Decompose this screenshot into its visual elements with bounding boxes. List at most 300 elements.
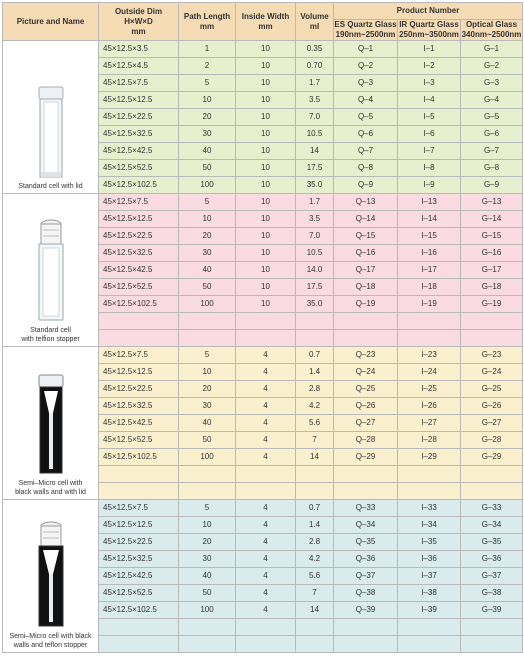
header-path-length [179, 3, 236, 41]
path-length-cell: 2 [179, 58, 236, 75]
volume-cell: 7 [296, 585, 334, 602]
table-body [3, 41, 523, 653]
standard-cell-with-lid-icon [29, 84, 73, 180]
outside-dim-cell: 45×12.5×32.5 [99, 398, 179, 415]
volume-cell: 10.5 [296, 126, 334, 143]
es-quartz-cell: Q–37 [334, 568, 398, 585]
volume-cell: 5.6 [296, 415, 334, 432]
optical-glass-cell: G–33 [461, 500, 523, 517]
optical-glass-cell [461, 466, 523, 483]
volume-cell: 1.4 [296, 364, 334, 381]
ir-quartz-cell: I–13 [398, 194, 461, 211]
outside-dim-cell: 45×12.5×42.5 [99, 415, 179, 432]
es-quartz-cell [334, 330, 398, 347]
volume-cell: 14 [296, 602, 334, 619]
optical-glass-cell: G–4 [461, 92, 523, 109]
volume-cell: 14 [296, 143, 334, 160]
outside-dim-cell: 45×12.5×12.5 [99, 364, 179, 381]
path-length-cell: 10 [179, 517, 236, 534]
optical-glass-cell: G–28 [461, 432, 523, 449]
volume-cell [296, 619, 334, 636]
outside-dim-cell: 45×12.5×3.5 [99, 41, 179, 58]
ir-quartz-cell: I–29 [398, 449, 461, 466]
optical-glass-cell: G–5 [461, 109, 523, 126]
product-picture-cell [3, 347, 99, 500]
volume-cell: 2.8 [296, 381, 334, 398]
optical-glass-cell: G–9 [461, 177, 523, 194]
ir-quartz-cell: I–23 [398, 347, 461, 364]
ir-quartz-cell: I–7 [398, 143, 461, 160]
path-length-cell: 20 [179, 109, 236, 126]
header-es-quartz [334, 20, 398, 41]
inside-width-cell: 4 [236, 347, 296, 364]
volume-cell: 5.6 [296, 568, 334, 585]
optical-glass-cell: G–24 [461, 364, 523, 381]
inside-width-cell [236, 483, 296, 500]
path-length-cell: 30 [179, 398, 236, 415]
volume-cell: 0.7 [296, 347, 334, 364]
inside-width-cell: 4 [236, 551, 296, 568]
ir-quartz-cell: I–15 [398, 228, 461, 245]
path-length-cell: 100 [179, 449, 236, 466]
es-quartz-cell: Q–17 [334, 262, 398, 279]
volume-cell: 14 [296, 449, 334, 466]
es-quartz-cell: Q–3 [334, 75, 398, 92]
volume-cell: 7.0 [296, 109, 334, 126]
optical-glass-cell: G–38 [461, 585, 523, 602]
ir-quartz-cell: I–33 [398, 500, 461, 517]
volume-cell: 35.0 [296, 296, 334, 313]
ir-quartz-cell: I–5 [398, 109, 461, 126]
product-name-line: with telfion stopper [21, 336, 80, 343]
path-length-cell: 30 [179, 551, 236, 568]
optical-glass-cell [461, 330, 523, 347]
inside-width-cell: 4 [236, 585, 296, 602]
es-quartz-cell: Q–1 [334, 41, 398, 58]
optical-glass-cell: G–37 [461, 568, 523, 585]
outside-dim-cell: 45×12.5×52.5 [99, 279, 179, 296]
product-picture-cell [3, 194, 99, 347]
optical-glass-cell: G–6 [461, 126, 523, 143]
outside-dim-cell: 45×12.5×22.5 [99, 109, 179, 126]
volume-cell [296, 483, 334, 500]
volume-cell: 3.5 [296, 211, 334, 228]
volume-cell [296, 636, 334, 653]
optical-glass-cell: G–27 [461, 415, 523, 432]
outside-dim-cell: 45×12.5×12.5 [99, 92, 179, 109]
es-quartz-cell: Q–36 [334, 551, 398, 568]
volume-cell: 0.35 [296, 41, 334, 58]
volume-cell: 10.5 [296, 245, 334, 262]
path-length-cell: 20 [179, 228, 236, 245]
product-name [3, 479, 98, 499]
path-length-cell [179, 636, 236, 653]
optical-glass-cell: G–14 [461, 211, 523, 228]
path-length-cell: 30 [179, 126, 236, 143]
optical-glass-cell: G–26 [461, 398, 523, 415]
inside-width-cell: 4 [236, 568, 296, 585]
volume-cell [296, 313, 334, 330]
outside-dim-cell: 45×12.5×32.5 [99, 551, 179, 568]
header-picture-name: Picture and Name [3, 3, 99, 41]
header-volume-line1: Volume [300, 11, 329, 21]
path-length-cell: 40 [179, 415, 236, 432]
optical-glass-cell [461, 619, 523, 636]
product-name [3, 632, 98, 652]
ir-quartz-cell: I–3 [398, 75, 461, 92]
es-quartz-cell: Q–16 [334, 245, 398, 262]
volume-cell: 2.8 [296, 534, 334, 551]
inside-width-cell: 10 [236, 41, 296, 58]
inside-width-cell: 4 [236, 517, 296, 534]
optical-glass-cell: G–19 [461, 296, 523, 313]
es-quartz-cell: Q–34 [334, 517, 398, 534]
volume-cell: 1.7 [296, 75, 334, 92]
inside-width-cell: 10 [236, 262, 296, 279]
header-path-length-line1: Path Length [183, 11, 231, 21]
outside-dim-cell [99, 466, 179, 483]
ir-quartz-cell: I–35 [398, 534, 461, 551]
inside-width-cell: 4 [236, 534, 296, 551]
inside-width-cell: 4 [236, 398, 296, 415]
es-quartz-cell: Q–19 [334, 296, 398, 313]
optical-glass-cell: G–8 [461, 160, 523, 177]
volume-cell: 7.0 [296, 228, 334, 245]
ir-quartz-cell: I–17 [398, 262, 461, 279]
path-length-cell: 100 [179, 602, 236, 619]
inside-width-cell: 10 [236, 211, 296, 228]
inside-width-cell: 10 [236, 194, 296, 211]
path-length-cell: 50 [179, 432, 236, 449]
es-quartz-cell: Q–38 [334, 585, 398, 602]
outside-dim-cell: 45×12.5×12.5 [99, 211, 179, 228]
header-es-quartz-line2: 190nm~2500nm [335, 30, 396, 39]
path-length-cell: 50 [179, 585, 236, 602]
es-quartz-cell: Q–27 [334, 415, 398, 432]
optical-glass-cell [461, 313, 523, 330]
inside-width-cell [236, 466, 296, 483]
es-quartz-cell: Q–14 [334, 211, 398, 228]
ir-quartz-cell: I–4 [398, 92, 461, 109]
ir-quartz-cell [398, 466, 461, 483]
optical-glass-cell [461, 636, 523, 653]
semi-micro-cell-with-stopper-icon [29, 520, 73, 630]
ir-quartz-cell: I–28 [398, 432, 461, 449]
optical-glass-cell: G–3 [461, 75, 523, 92]
es-quartz-cell: Q–28 [334, 432, 398, 449]
inside-width-cell: 10 [236, 92, 296, 109]
inside-width-cell: 10 [236, 75, 296, 92]
outside-dim-cell: 45×12.5×4.5 [99, 58, 179, 75]
es-quartz-cell: Q–5 [334, 109, 398, 126]
outside-dim-cell: 45×12.5×7.5 [99, 75, 179, 92]
inside-width-cell: 4 [236, 602, 296, 619]
product-name-line: Standard cell [30, 327, 71, 334]
inside-width-cell: 4 [236, 500, 296, 517]
path-length-cell [179, 313, 236, 330]
header-product-number: Product Number [334, 3, 523, 20]
outside-dim-cell: 45×12.5×32.5 [99, 126, 179, 143]
path-length-cell: 1 [179, 41, 236, 58]
ir-quartz-cell: I–18 [398, 279, 461, 296]
outside-dim-cell [99, 619, 179, 636]
header-inside-width-line1: Inside Width [241, 11, 290, 21]
ir-quartz-cell [398, 483, 461, 500]
inside-width-cell [236, 636, 296, 653]
outside-dim-cell: 45×12.5×22.5 [99, 381, 179, 398]
es-quartz-cell [334, 636, 398, 653]
es-quartz-cell: Q–23 [334, 347, 398, 364]
header-inside-width-line2: mm [258, 21, 273, 31]
es-quartz-cell: Q–24 [334, 364, 398, 381]
inside-width-cell: 4 [236, 449, 296, 466]
header-inside-width [236, 3, 296, 41]
ir-quartz-cell [398, 330, 461, 347]
es-quartz-cell [334, 619, 398, 636]
optical-glass-cell: G–16 [461, 245, 523, 262]
ir-quartz-cell: I–16 [398, 245, 461, 262]
inside-width-cell: 4 [236, 415, 296, 432]
ir-quartz-cell: I–25 [398, 381, 461, 398]
header-es-quartz-line1: ES Quartz Glass [334, 20, 397, 29]
path-length-cell: 20 [179, 381, 236, 398]
path-length-cell: 20 [179, 534, 236, 551]
es-quartz-cell: Q–15 [334, 228, 398, 245]
outside-dim-cell: 45×12.5×22.5 [99, 534, 179, 551]
path-length-cell: 100 [179, 296, 236, 313]
ir-quartz-cell: I–1 [398, 41, 461, 58]
product-table-container [2, 2, 522, 653]
outside-dim-cell: 45×12.5×102.5 [99, 177, 179, 194]
es-quartz-cell: Q–26 [334, 398, 398, 415]
outside-dim-cell: 45×12.5×12.5 [99, 517, 179, 534]
inside-width-cell: 10 [236, 109, 296, 126]
inside-width-cell: 10 [236, 296, 296, 313]
header-ir-quartz-line2: 250nm~3500nm [399, 30, 459, 39]
volume-cell [296, 466, 334, 483]
inside-width-cell: 4 [236, 364, 296, 381]
optical-glass-cell: G–2 [461, 58, 523, 75]
ir-quartz-cell: I–2 [398, 58, 461, 75]
outside-dim-cell: 45×12.5×102.5 [99, 449, 179, 466]
header-outside-dim-line2: H×W×D [124, 16, 153, 26]
outside-dim-cell: 45×12.5×52.5 [99, 160, 179, 177]
path-length-cell [179, 483, 236, 500]
ir-quartz-cell [398, 619, 461, 636]
es-quartz-cell: Q–39 [334, 602, 398, 619]
path-length-cell: 5 [179, 347, 236, 364]
optical-glass-cell: G–13 [461, 194, 523, 211]
volume-cell: 4.2 [296, 398, 334, 415]
optical-glass-cell [461, 483, 523, 500]
path-length-cell: 100 [179, 177, 236, 194]
product-picture-cell [3, 41, 99, 194]
ir-quartz-cell: I–39 [398, 602, 461, 619]
es-quartz-cell: Q–29 [334, 449, 398, 466]
optical-glass-cell: G–39 [461, 602, 523, 619]
inside-width-cell: 10 [236, 177, 296, 194]
es-quartz-cell: Q–13 [334, 194, 398, 211]
es-quartz-cell [334, 313, 398, 330]
optical-glass-cell: G–23 [461, 347, 523, 364]
outside-dim-cell [99, 636, 179, 653]
header-row-1 [3, 3, 523, 20]
path-length-cell: 40 [179, 568, 236, 585]
optical-glass-cell: G–34 [461, 517, 523, 534]
volume-cell: 1.7 [296, 194, 334, 211]
optical-glass-cell: G–18 [461, 279, 523, 296]
ir-quartz-cell: I–36 [398, 551, 461, 568]
outside-dim-cell: 45×12.5×22.5 [99, 228, 179, 245]
optical-glass-cell: G–29 [461, 449, 523, 466]
ir-quartz-cell: I–14 [398, 211, 461, 228]
es-quartz-cell: Q–4 [334, 92, 398, 109]
ir-quartz-cell: I–37 [398, 568, 461, 585]
es-quartz-cell: Q–18 [334, 279, 398, 296]
volume-cell: 17.5 [296, 160, 334, 177]
path-length-cell: 50 [179, 160, 236, 177]
outside-dim-cell: 45×12.5×42.5 [99, 568, 179, 585]
ir-quartz-cell: I–26 [398, 398, 461, 415]
outside-dim-cell: 45×12.5×102.5 [99, 602, 179, 619]
inside-width-cell: 10 [236, 143, 296, 160]
es-quartz-cell: Q–35 [334, 534, 398, 551]
volume-cell: 1.4 [296, 517, 334, 534]
outside-dim-cell: 45×12.5×7.5 [99, 500, 179, 517]
inside-width-cell [236, 330, 296, 347]
volume-cell: 3.5 [296, 92, 334, 109]
table-row [3, 500, 523, 517]
es-quartz-cell [334, 466, 398, 483]
inside-width-cell: 10 [236, 58, 296, 75]
volume-cell: 4.2 [296, 551, 334, 568]
es-quartz-cell: Q–8 [334, 160, 398, 177]
table-row [3, 347, 523, 364]
table-row [3, 194, 523, 211]
header-outside-dim-line3: mm [131, 26, 146, 36]
path-length-cell: 5 [179, 500, 236, 517]
table-row [3, 41, 523, 58]
es-quartz-cell [334, 483, 398, 500]
standard-cell-with-stopper-icon [29, 218, 73, 324]
path-length-cell: 40 [179, 262, 236, 279]
optical-glass-cell: G–7 [461, 143, 523, 160]
ir-quartz-cell [398, 313, 461, 330]
inside-width-cell: 10 [236, 279, 296, 296]
outside-dim-cell: 45×12.5×7.5 [99, 194, 179, 211]
inside-width-cell: 10 [236, 126, 296, 143]
inside-width-cell: 4 [236, 432, 296, 449]
ir-quartz-cell: I–34 [398, 517, 461, 534]
cuvette-spec-table [2, 2, 523, 653]
es-quartz-cell: Q–7 [334, 143, 398, 160]
optical-glass-cell: G–36 [461, 551, 523, 568]
product-name [3, 326, 98, 346]
header-volume-line2: ml [309, 21, 320, 31]
outside-dim-cell: 45×12.5×42.5 [99, 143, 179, 160]
product-picture-cell [3, 500, 99, 653]
volume-cell: 7 [296, 432, 334, 449]
ir-quartz-cell: I–19 [398, 296, 461, 313]
product-name-line: walls and teflon stopper [13, 642, 88, 649]
outside-dim-cell [99, 330, 179, 347]
path-length-cell: 10 [179, 211, 236, 228]
outside-dim-cell: 45×12.5×32.5 [99, 245, 179, 262]
ir-quartz-cell: I–8 [398, 160, 461, 177]
es-quartz-cell: Q–25 [334, 381, 398, 398]
semi-micro-cell-with-lid-icon [29, 373, 73, 477]
header-ir-quartz [398, 20, 461, 41]
path-length-cell [179, 330, 236, 347]
header-path-length-line2: mm [199, 21, 215, 31]
product-name-line: Semi–Micro cell with [18, 480, 83, 487]
ir-quartz-cell: I–27 [398, 415, 461, 432]
ir-quartz-cell: I–9 [398, 177, 461, 194]
es-quartz-cell: Q–33 [334, 500, 398, 517]
optical-glass-cell: G–25 [461, 381, 523, 398]
path-length-cell: 10 [179, 92, 236, 109]
inside-width-cell: 10 [236, 160, 296, 177]
ir-quartz-cell [398, 636, 461, 653]
header-volume [296, 3, 334, 41]
header-optical-line1: Optical Glass [465, 20, 518, 29]
path-length-cell [179, 619, 236, 636]
es-quartz-cell: Q–9 [334, 177, 398, 194]
volume-cell: 0.7 [296, 500, 334, 517]
volume-cell: 14.0 [296, 262, 334, 279]
outside-dim-cell [99, 313, 179, 330]
ir-quartz-cell: I–38 [398, 585, 461, 602]
outside-dim-cell: 45×12.5×102.5 [99, 296, 179, 313]
optical-glass-cell: G–17 [461, 262, 523, 279]
path-length-cell: 5 [179, 194, 236, 211]
inside-width-cell [236, 313, 296, 330]
header-outside-dim [99, 3, 179, 41]
header-optical-line2: 340nm~2500nm [461, 30, 522, 39]
volume-cell [296, 330, 334, 347]
inside-width-cell [236, 619, 296, 636]
optical-glass-cell: G–15 [461, 228, 523, 245]
ir-quartz-cell: I–24 [398, 364, 461, 381]
outside-dim-cell [99, 483, 179, 500]
path-length-cell: 40 [179, 143, 236, 160]
inside-width-cell: 10 [236, 245, 296, 262]
path-length-cell: 10 [179, 364, 236, 381]
path-length-cell [179, 466, 236, 483]
inside-width-cell: 4 [236, 381, 296, 398]
optical-glass-cell: G–1 [461, 41, 523, 58]
header-optical [461, 20, 523, 41]
ir-quartz-cell: I–6 [398, 126, 461, 143]
volume-cell: 17.5 [296, 279, 334, 296]
path-length-cell: 5 [179, 75, 236, 92]
outside-dim-cell: 45×12.5×52.5 [99, 432, 179, 449]
outside-dim-cell: 45×12.5×42.5 [99, 262, 179, 279]
outside-dim-cell: 45×12.5×52.5 [99, 585, 179, 602]
es-quartz-cell: Q–2 [334, 58, 398, 75]
product-name-line: Standard cell with lid [18, 183, 83, 190]
outside-dim-cell: 45×12.5×7.5 [99, 347, 179, 364]
es-quartz-cell: Q–6 [334, 126, 398, 143]
product-name-line: black walls and with lid [15, 489, 86, 496]
header-ir-quartz-line1: IR Quartz Glass [399, 20, 459, 29]
path-length-cell: 30 [179, 245, 236, 262]
volume-cell: 35.0 [296, 177, 334, 194]
product-name-line: Semi–Micro cell with black [9, 633, 92, 640]
product-name [3, 182, 98, 193]
header-outside-dim-line1: Outside Dim [114, 6, 163, 16]
path-length-cell: 50 [179, 279, 236, 296]
